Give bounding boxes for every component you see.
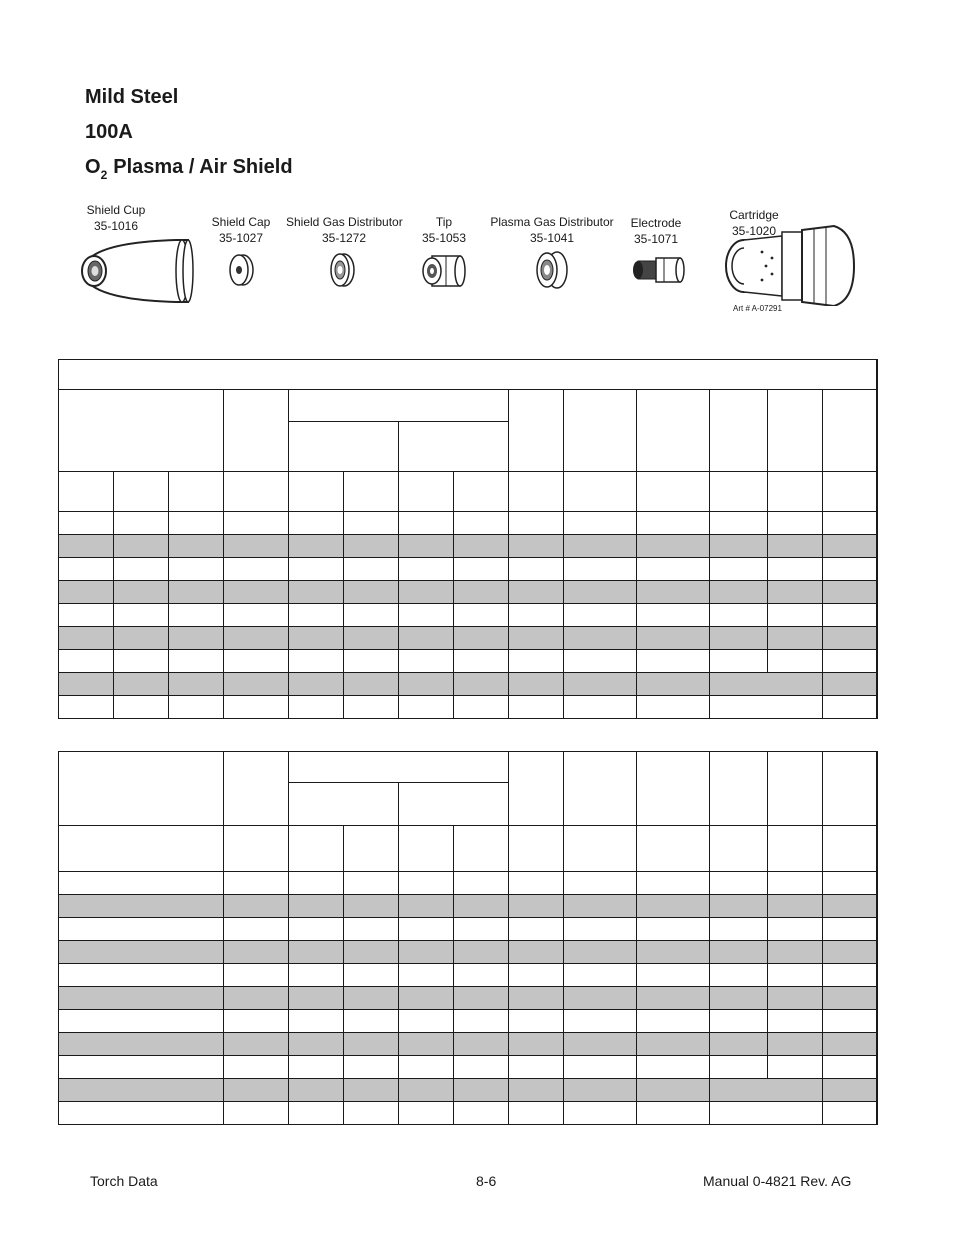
table-row [59, 1056, 877, 1079]
table-row [59, 987, 877, 1010]
table-row [59, 895, 877, 918]
table-row [59, 1079, 877, 1102]
header-cell [289, 422, 399, 472]
gas-title-subscript: 2 [100, 168, 108, 182]
header-cell [564, 752, 637, 826]
table-row [59, 1102, 877, 1125]
part-name: Tip [435, 215, 453, 229]
part-number: 35-1071 [633, 232, 679, 246]
tip-image [418, 250, 468, 292]
part-number: 35-1041 [529, 231, 575, 245]
header-cell [224, 752, 289, 826]
part-number: 35-1053 [421, 231, 467, 245]
table-title-cell [59, 360, 877, 390]
table-row [59, 1010, 877, 1033]
header-cell [59, 390, 224, 472]
part-name: Electrode [630, 216, 682, 230]
table-row [59, 964, 877, 987]
part-shield-cap [201, 214, 281, 246]
table-row [59, 1033, 877, 1056]
table-row [59, 604, 877, 627]
header-cell [768, 390, 823, 472]
part-number: 35-1016 [93, 219, 139, 233]
header-cell [564, 390, 637, 472]
part-tip [414, 214, 474, 246]
footer-manual-number: Manual 0-4821 Rev. AG [703, 1173, 852, 1189]
gas-title-o: O [85, 156, 101, 178]
part-number: 35-1272 [321, 231, 367, 245]
art-number: Art # A-07291 [733, 304, 782, 313]
amperage-title: 100A [85, 121, 133, 143]
header-cell [399, 783, 509, 826]
table-row [59, 696, 877, 719]
shield-gas-distributor-image [327, 250, 357, 290]
material-title: Mild Steel [85, 86, 179, 108]
header-cell [637, 390, 710, 472]
part-electrode [622, 215, 690, 247]
table-row [59, 918, 877, 941]
header-cell [289, 390, 509, 422]
table-row [59, 941, 877, 964]
part-name: Shield Gas Distributor [286, 215, 403, 229]
electrode-image [630, 252, 688, 288]
part-shield-cup [70, 202, 162, 234]
header-cell [823, 390, 877, 472]
header-cell [637, 752, 710, 826]
part-plasma-gas-distributor [490, 214, 614, 246]
shield-cup-image [78, 236, 198, 306]
table-row [59, 872, 877, 895]
table-row [59, 512, 877, 535]
table-row [59, 627, 877, 650]
header-cell [509, 390, 564, 472]
header-cell [509, 752, 564, 826]
part-name: Cartridge [729, 208, 779, 222]
header-cell [399, 422, 509, 472]
table-row [59, 673, 877, 696]
header-cell [289, 752, 509, 783]
part-name: Plasma Gas Distributor [490, 215, 614, 229]
cut-chart-table-1 [58, 359, 878, 719]
part-number: 35-1027 [218, 231, 264, 245]
table-row [59, 558, 877, 581]
gas-title [85, 156, 293, 180]
part-name: Shield Cap [211, 215, 271, 229]
header-cell [823, 752, 877, 826]
gas-title-rest: Plasma / Air Shield [113, 156, 293, 178]
table-row [59, 581, 877, 604]
table-row [59, 650, 877, 673]
footer-page-number: 8-6 [476, 1173, 497, 1189]
header-cell [768, 752, 823, 826]
header-cell [224, 390, 289, 472]
part-number: 35-1020 [731, 224, 777, 238]
header-cell [710, 390, 768, 472]
part-name: Shield Cup [86, 203, 146, 217]
cartridge-image [722, 222, 862, 306]
plasma-gas-distributor-image [531, 248, 571, 292]
header-cell [289, 783, 399, 826]
table-row [59, 535, 877, 558]
part-shield-gas-distributor [286, 214, 402, 246]
shield-cap-image [226, 251, 256, 289]
header-cell [59, 752, 224, 826]
footer-section-title: Torch Data [90, 1173, 158, 1189]
header-cell [710, 752, 768, 826]
cut-chart-table-2 [58, 751, 878, 1125]
